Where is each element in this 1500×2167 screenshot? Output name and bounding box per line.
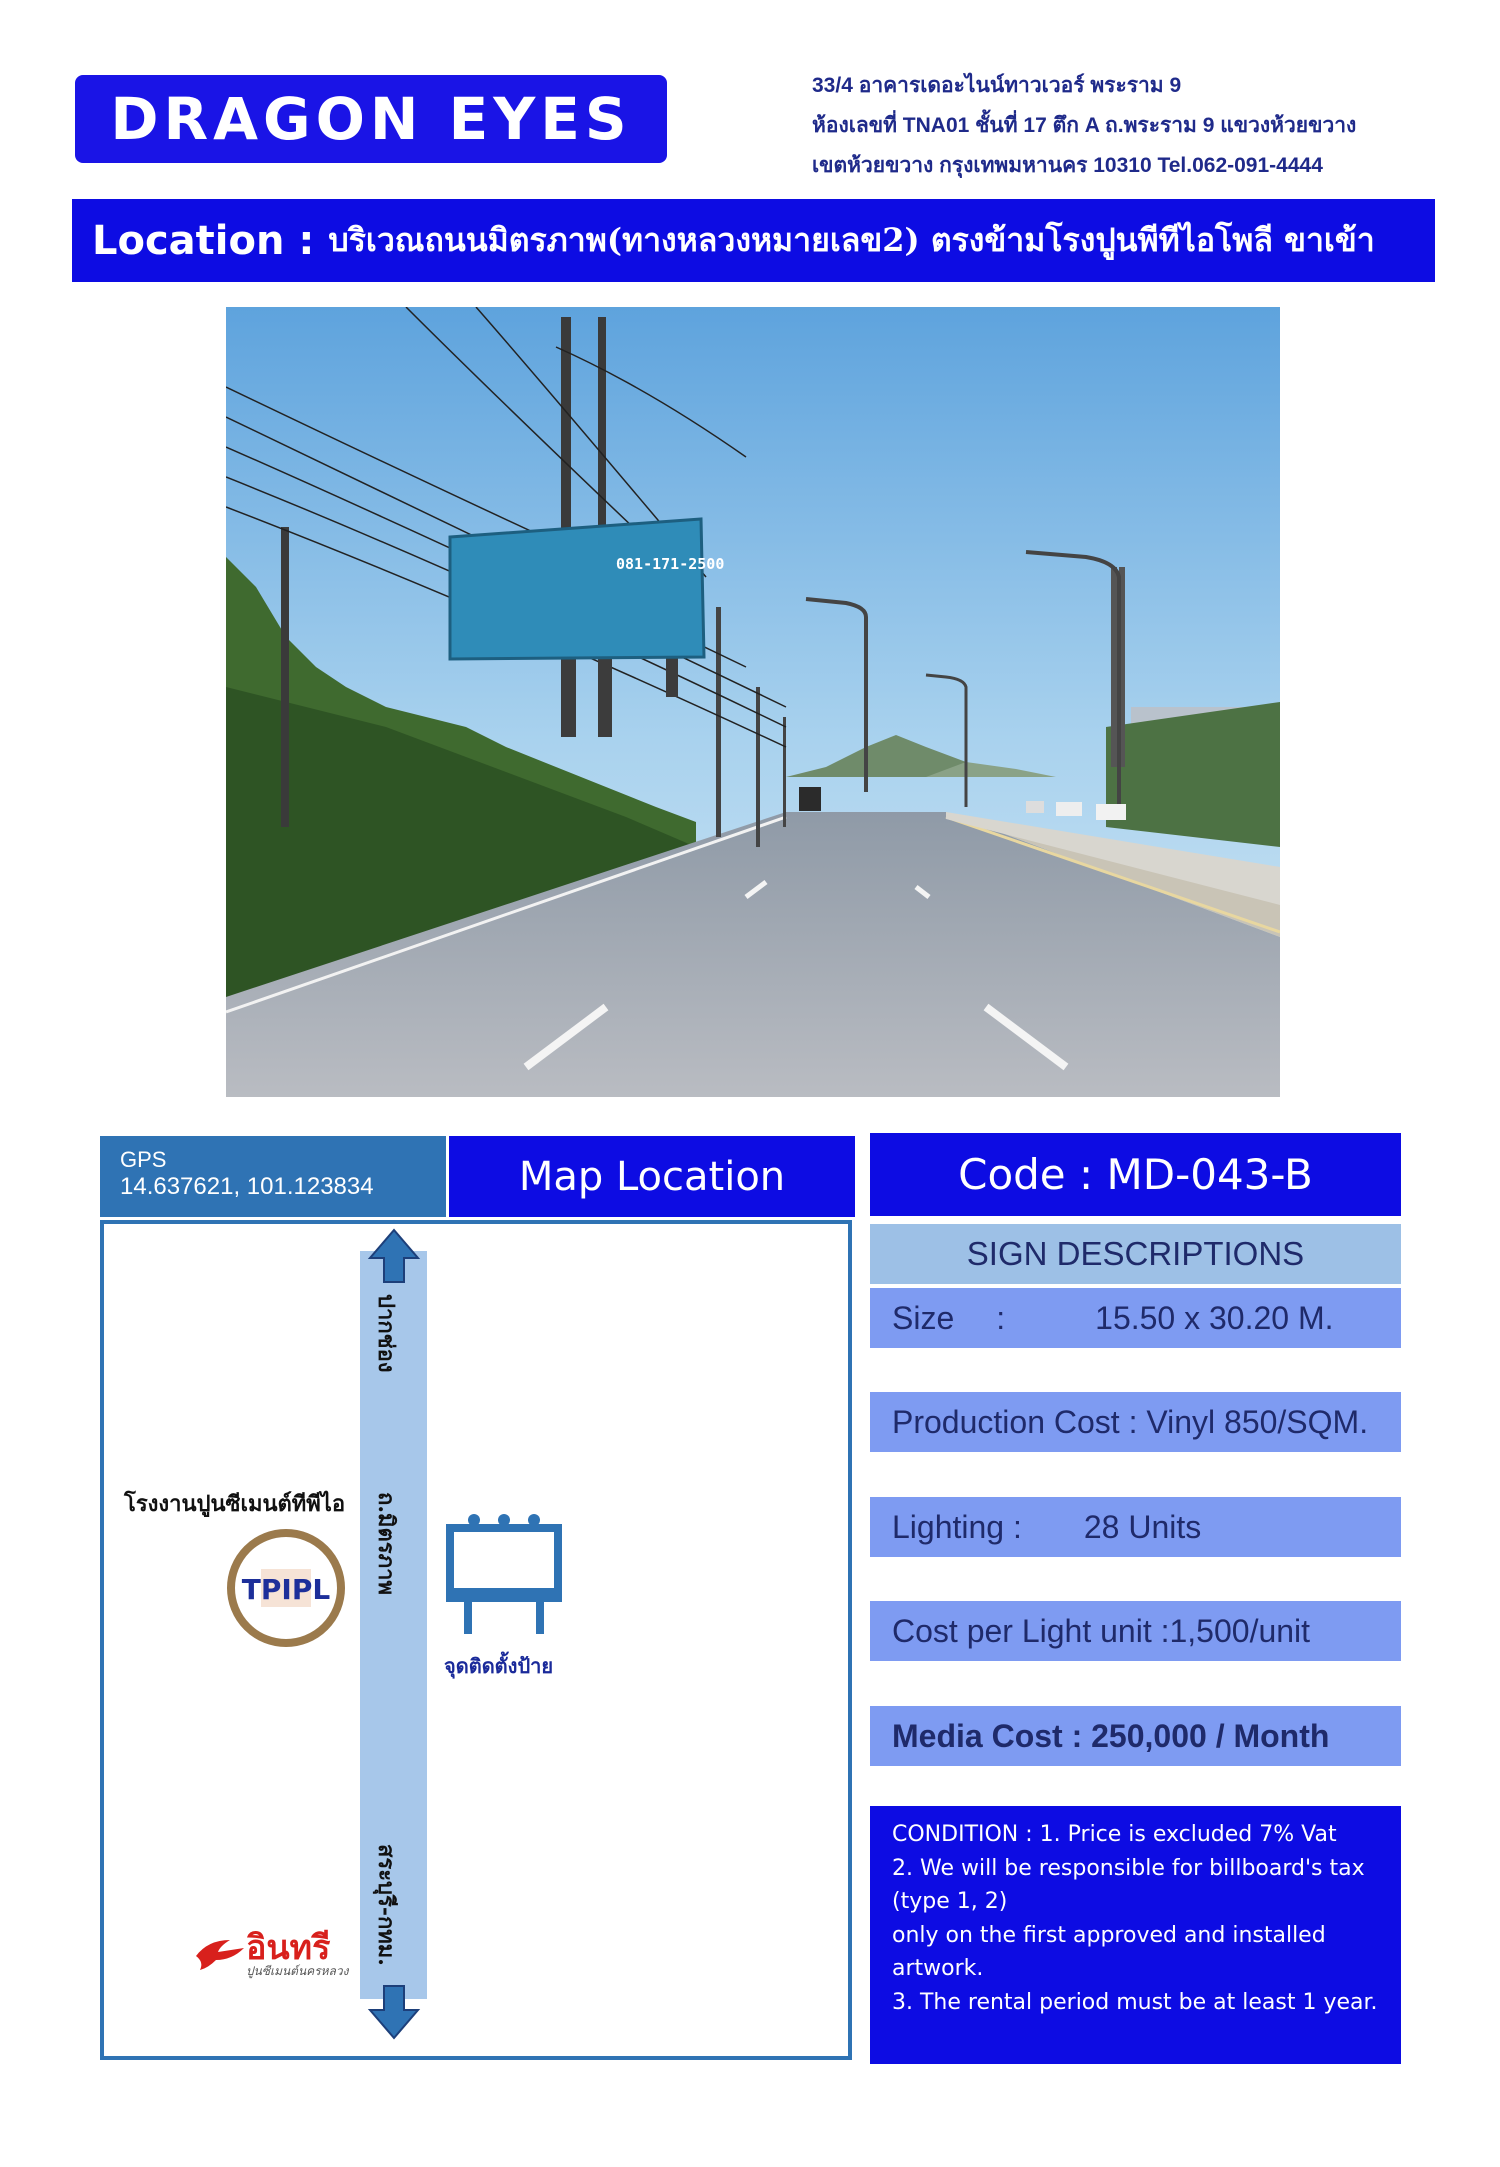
production-cost-row bbox=[870, 1392, 1401, 1452]
size-value: 15.50 x 30.20 M. bbox=[1095, 1299, 1334, 1336]
insee-logo bbox=[194, 1928, 349, 1978]
road-label-bottom: สระบุรี-กทม. bbox=[373, 1844, 399, 1966]
arrow-down-icon bbox=[366, 1984, 422, 2040]
billboard-icon bbox=[444, 1506, 564, 1636]
lighting-label: Lighting : bbox=[892, 1508, 1022, 1545]
address-line-1: 33/4 อาคารเดอะไนน์ทาวเวอร์ พระราม 9 bbox=[812, 74, 1182, 97]
gps-coordinates: 14.637621, 101.123834 bbox=[120, 1173, 374, 1200]
cost-per-light-row bbox=[870, 1601, 1401, 1661]
condition-line-3: only on the first approved and installed artwork. bbox=[892, 1922, 1326, 1981]
tpi-logo-icon bbox=[227, 1529, 345, 1647]
lighting-row bbox=[870, 1497, 1401, 1557]
location-text: บริเวณถนนมิตรภาพ(ทางหลวงหมายเลข2) ตรงข้ามโรงปูนพีทีไอโพลี ขาเข้า bbox=[328, 221, 1375, 259]
media-cost-row bbox=[870, 1706, 1401, 1766]
size-label: Size bbox=[892, 1299, 955, 1336]
road-label-top: ปากช่อง bbox=[373, 1294, 399, 1373]
road-name-label: ถ.มิตรภาพ bbox=[373, 1492, 399, 1595]
condition-line-1: CONDITION : 1. Price is excluded 7% Vat bbox=[892, 1822, 1337, 1847]
insee-subtitle: ปูนซีเมนต์นครหลวง bbox=[246, 1964, 349, 1978]
gps-box bbox=[100, 1136, 446, 1217]
logo-text: DRAGON EYES bbox=[110, 85, 632, 153]
gps-label: GPS bbox=[120, 1147, 167, 1172]
billboard-phone: 081-171-2500 bbox=[616, 555, 725, 573]
dragon-eyes-logo bbox=[75, 75, 667, 163]
size-row bbox=[870, 1288, 1401, 1348]
address-line-3: เขตห้วยขวาง กรุงเทพมหานคร 10310 Tel.062-091-4444 bbox=[812, 154, 1323, 177]
condition-line-4: 3. The rental period must be at least 1 year. bbox=[892, 1989, 1378, 2015]
map-location-title: Map Location bbox=[449, 1136, 855, 1217]
billboard-location-label: จุดติดตั้งป้าย bbox=[444, 1654, 554, 1678]
insee-brand: อินทรี bbox=[246, 1928, 331, 1968]
arrow-up-icon bbox=[366, 1228, 422, 1284]
location-bar bbox=[72, 199, 1435, 282]
map-box bbox=[100, 1220, 852, 2060]
location-label: Location : bbox=[92, 217, 315, 264]
site-photo-illustration bbox=[226, 307, 1280, 1097]
factory-label: โรงงานปูนซีเมนต์ทีพีไอ bbox=[124, 1491, 346, 1517]
cost-per-light: Cost per Light unit :1,500/unit bbox=[892, 1612, 1311, 1649]
billboard-code: Code : MD-043-B bbox=[870, 1133, 1401, 1216]
condition-box bbox=[870, 1806, 1401, 2064]
address-line-2: ห้องเลขที่ TNA01 ชั้นที่ 17 ตึก A ถ.พระราม 9 แขวงห้วยขวาง bbox=[812, 114, 1357, 137]
tpi-logo-text: TPIPL bbox=[241, 1573, 331, 1606]
sign-descriptions-header: SIGN DESCRIPTIONS bbox=[870, 1224, 1401, 1284]
condition-line-2: 2. We will be responsible for billboard's tax (type 1, 2) bbox=[892, 1855, 1365, 1914]
size-colon: : bbox=[996, 1299, 1006, 1336]
site-photo bbox=[226, 307, 1280, 1097]
eagle-icon bbox=[194, 1934, 246, 1974]
company-address bbox=[812, 66, 1472, 186]
media-cost: Media Cost : 250,000 / Month bbox=[892, 1717, 1330, 1754]
lighting-value: 28 Units bbox=[1083, 1508, 1202, 1545]
production-cost: Production Cost : Vinyl 850/SQM. bbox=[892, 1403, 1369, 1440]
